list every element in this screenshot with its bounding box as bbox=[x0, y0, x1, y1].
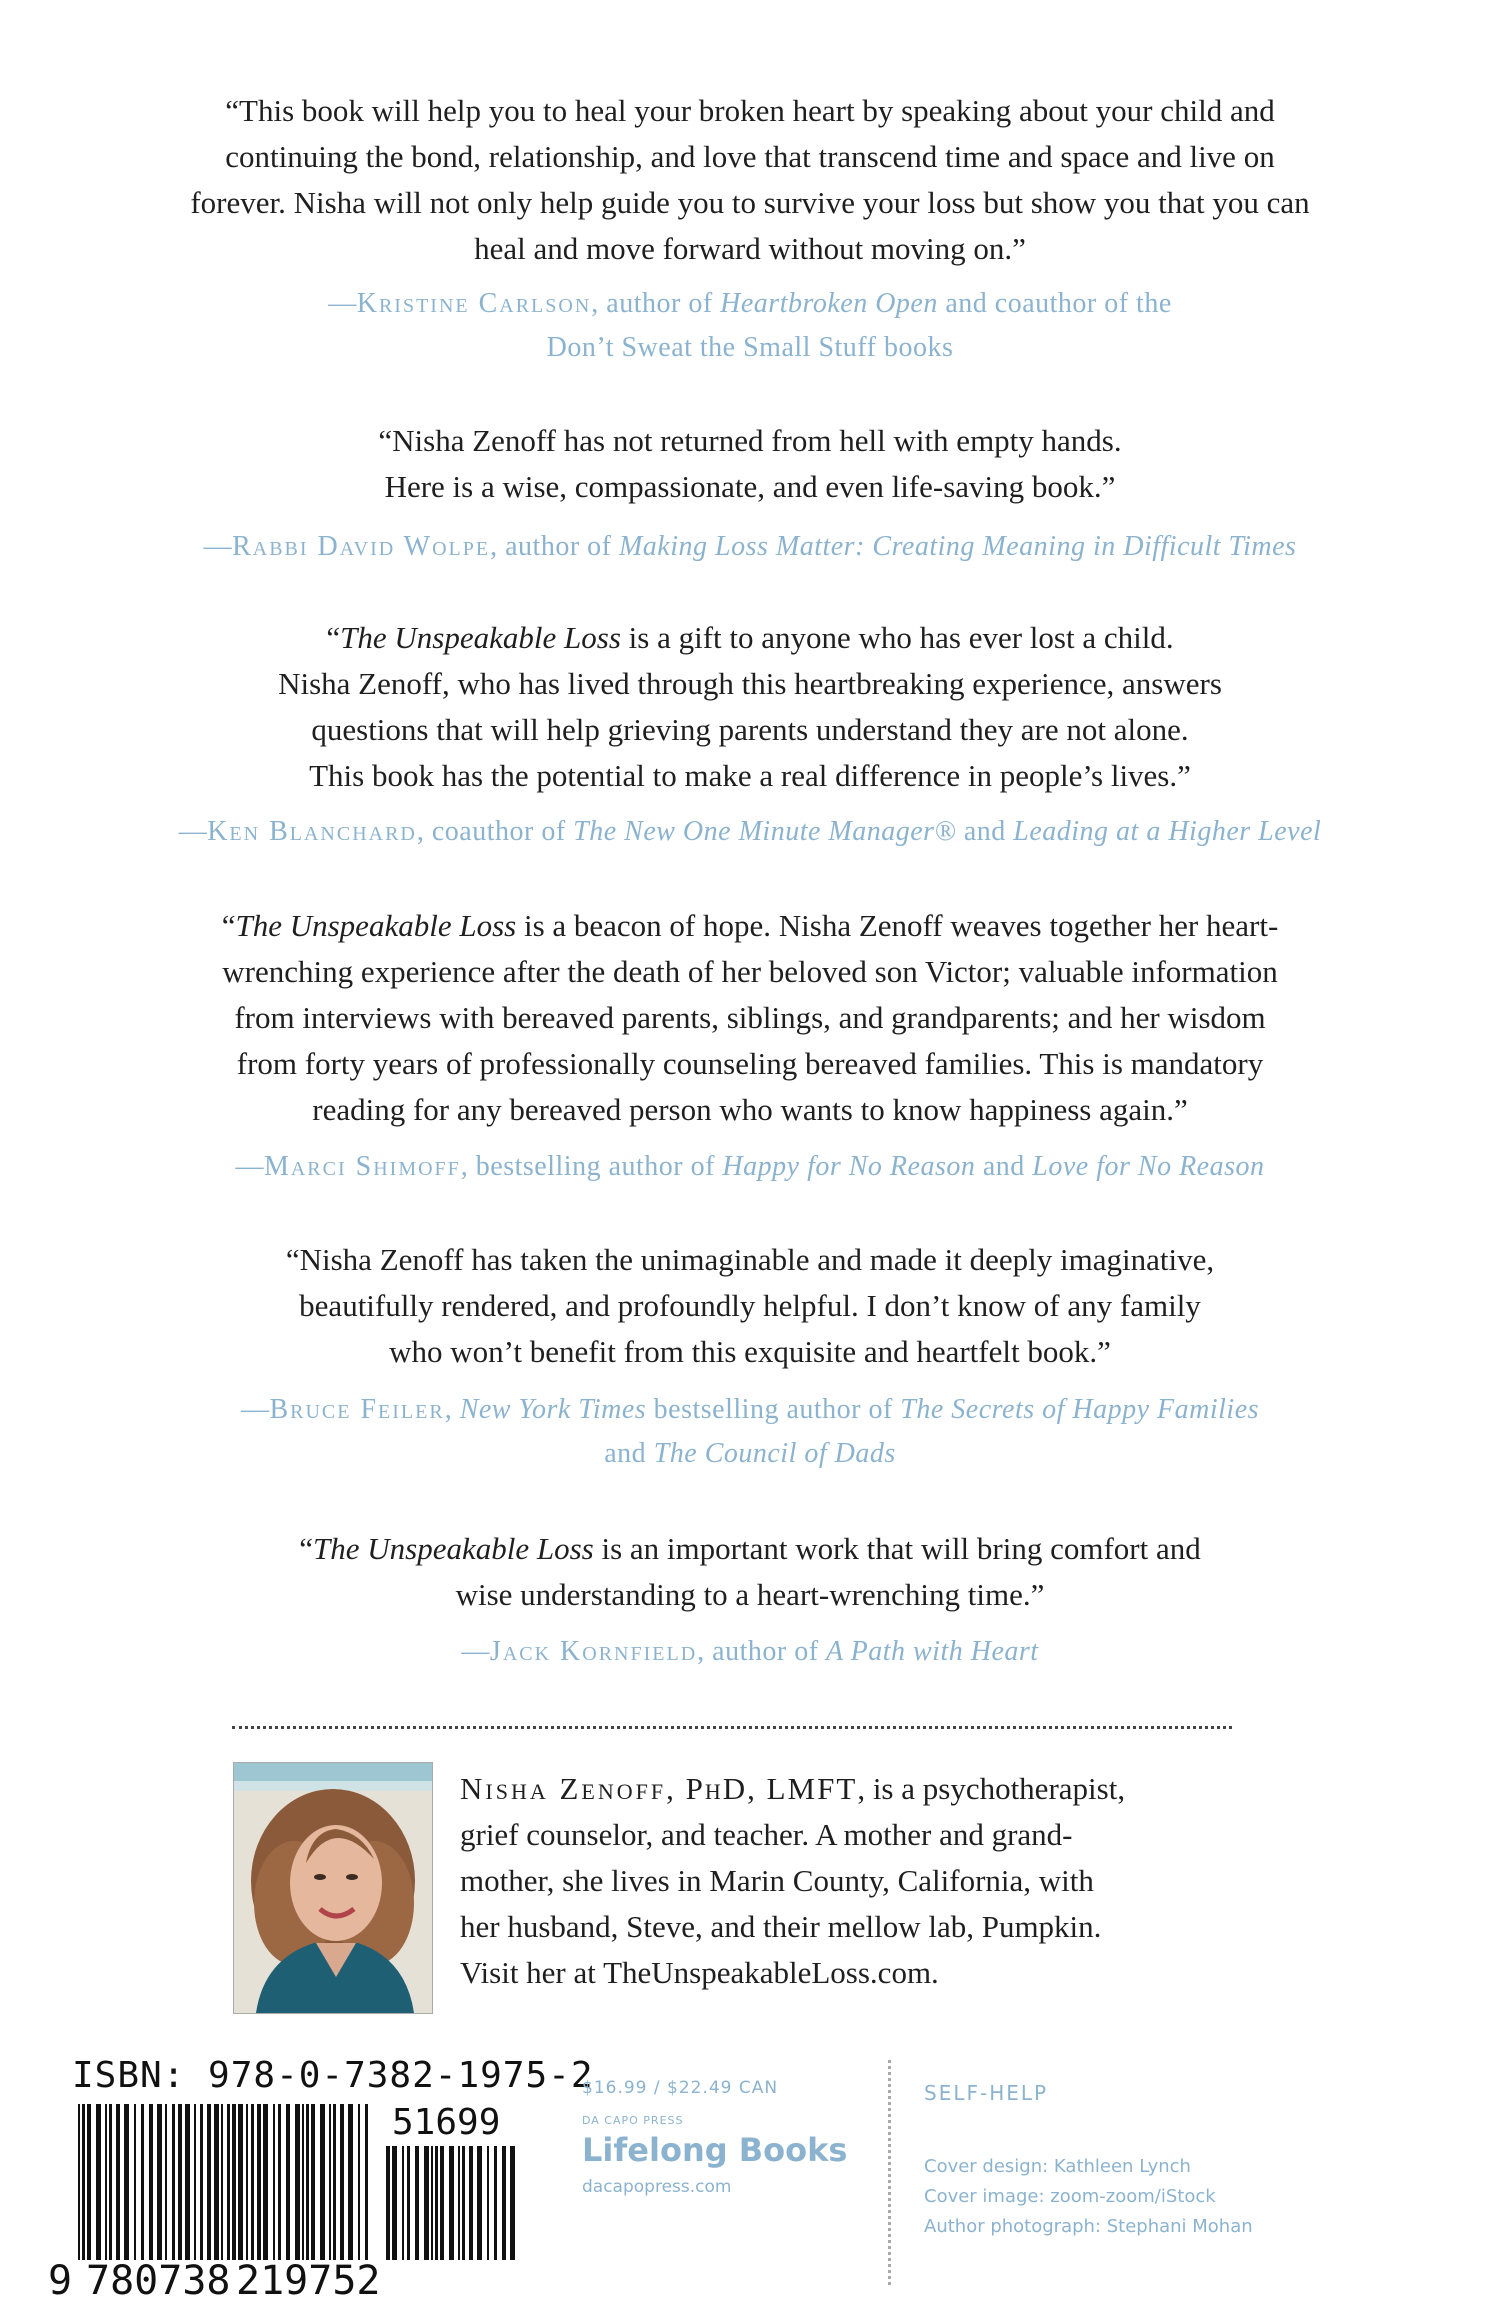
quote-line: “This book will help you to heal your broken heart by speaking about your child and bbox=[225, 93, 1275, 128]
barcode-bar bbox=[365, 2104, 368, 2260]
attribution-text: and bbox=[604, 1438, 654, 1469]
barcode-bar bbox=[273, 2104, 275, 2260]
barcode-bar bbox=[295, 2104, 300, 2260]
blurb-3-attribution bbox=[0, 810, 1500, 854]
blurb-4-quote: “The Unspeakable Loss is a beacon of hope. Nisha Zenoff weaves together her heart- wrenching experience after the death of her beloved son Victor; valuable information from interviews with bereaved parents, siblings, and grandparents; and her wisdom from forty years of professionally counseling bereaved families. This is mandatory reading for any bereaved person who wants to know happiness again.” bbox=[0, 903, 1500, 1133]
barcode-bar bbox=[185, 2104, 190, 2260]
quote-line: reading for any bereaved person who wants to know happiness again.” bbox=[312, 1092, 1188, 1127]
quote-line: “Nisha Zenoff has not returned from hell with empty hands. bbox=[378, 423, 1122, 458]
barcode-bar bbox=[510, 2146, 515, 2260]
barcode-bar bbox=[415, 2146, 419, 2260]
attribution-text: bestselling author of bbox=[646, 1394, 901, 1425]
author-name: Nisha Zenoff bbox=[460, 1771, 667, 1806]
barcode-bar bbox=[178, 2104, 182, 2260]
barcode-bar bbox=[302, 2104, 304, 2260]
barcode-bar bbox=[232, 2104, 236, 2260]
bio-line: Visit her at TheUnspeakableLoss.com. bbox=[460, 1955, 939, 1990]
bio-line: mother, she lives in Marin County, California, with bbox=[460, 1863, 1094, 1898]
cover-design-credit: Cover design: Kathleen Lynch bbox=[924, 2156, 1191, 2177]
barcode-bar bbox=[257, 2104, 261, 2260]
attribution-text: , bbox=[444, 1394, 460, 1425]
book-title: The Unspeakable Loss bbox=[235, 908, 517, 943]
quote-line: Nisha Zenoff, who has lived through this heartbreaking experience, answers bbox=[278, 666, 1222, 701]
barcode-bar bbox=[392, 2146, 397, 2260]
blurb-6-attribution bbox=[0, 1630, 1500, 1674]
blurb-3-quote: “The Unspeakable Loss is a gift to anyone who has ever lost a child. Nisha Zenoff, who has lived through this heartbreaking experience, answers questions that will help grieving parents understand they are not alone. This book has the potential to make a real difference in people’s lives.” bbox=[0, 615, 1500, 799]
attribution-work: Love for No Reason bbox=[1032, 1151, 1265, 1182]
isbn-label: ISBN: 978-0-7382-1975-2 bbox=[72, 2055, 594, 2096]
barcode-bar bbox=[431, 2146, 433, 2260]
bio-line: grief counselor, and teacher. A mother and grand- bbox=[460, 1817, 1073, 1852]
attribution-work: Making Loss Matter: Creating Meaning in Difficult Times bbox=[618, 531, 1297, 562]
dash: — bbox=[461, 1636, 490, 1667]
quote-line: Here is a wise, compassionate, and even life-saving book.” bbox=[384, 469, 1116, 504]
cover-image-credit: Cover image: zoom-zoom/iStock bbox=[924, 2186, 1216, 2207]
press-name: DA CAPO PRESS bbox=[582, 2114, 684, 2127]
barcode-bar bbox=[311, 2104, 315, 2260]
dash: — bbox=[240, 1394, 270, 1425]
quote-line: from forty years of professionally counseling bereaved families. This is mandatory bbox=[236, 1046, 1264, 1081]
barcode-bar bbox=[458, 2146, 460, 2260]
barcode-bar bbox=[105, 2104, 107, 2260]
barcode-bar bbox=[477, 2146, 482, 2260]
attribution-name: Kristine Carlson bbox=[356, 288, 592, 319]
credits-block bbox=[924, 2078, 1253, 2242]
blurb-5-attribution bbox=[0, 1388, 1500, 1476]
barcode-bar bbox=[157, 2104, 162, 2260]
barcode-bar bbox=[82, 2104, 85, 2260]
attribution-text: and coauthor of the bbox=[937, 288, 1172, 319]
attribution-name: Jack Kornfield bbox=[489, 1636, 698, 1667]
barcode-bar bbox=[263, 2104, 268, 2260]
barcode-bar bbox=[340, 2104, 344, 2260]
vertical-dotted-divider bbox=[888, 2060, 891, 2285]
barcode-bar bbox=[494, 2146, 497, 2260]
quote-line: questions that will help grieving parents understand they are not alone. bbox=[311, 712, 1189, 747]
book-title: The Unspeakable Loss bbox=[313, 1531, 594, 1566]
attribution-work: The Council of Dads bbox=[653, 1438, 896, 1469]
blurb-2-quote bbox=[0, 418, 1500, 510]
barcode-bar bbox=[402, 2146, 404, 2260]
blurb-1-attribution bbox=[0, 282, 1500, 370]
barcode-bar bbox=[149, 2104, 153, 2260]
dash: — bbox=[203, 531, 233, 562]
attribution-text: , bestselling author of bbox=[460, 1151, 723, 1182]
quote-line: continuing the bond, relationship, and love that transcend time and space and live on bbox=[225, 139, 1275, 174]
barcode-bar bbox=[348, 2104, 353, 2260]
barcode-bar bbox=[435, 2146, 438, 2260]
publisher-block bbox=[582, 2078, 872, 2197]
barcode-bar bbox=[440, 2146, 444, 2260]
barcode-bar bbox=[469, 2146, 473, 2260]
quote-text: is a beacon of hope. Nisha Zenoff weaves together her heart- bbox=[516, 908, 1279, 943]
barcode-bar bbox=[386, 2146, 390, 2260]
barcode-digits-group2: 219752 bbox=[236, 2258, 381, 2298]
attribution-work: Leading at a Higher Level bbox=[1013, 816, 1322, 847]
author-photo-credit: Author photograph: Stephani Mohan bbox=[924, 2216, 1253, 2237]
attribution-work: The Secrets of Happy Families bbox=[900, 1394, 1260, 1425]
attribution-text: , coauthor of bbox=[416, 816, 574, 847]
barcode-bar bbox=[207, 2104, 211, 2260]
barcode-bar bbox=[238, 2104, 243, 2260]
barcode-digits-group1: 780738 bbox=[86, 2258, 231, 2298]
quote-line: This book has the potential to make a real difference in people’s lives.” bbox=[309, 758, 1191, 793]
barcode-bar bbox=[78, 2104, 80, 2260]
price: $16.99 / $22.49 CAN bbox=[582, 2078, 779, 2098]
attribution-work: Happy for No Reason bbox=[722, 1151, 976, 1182]
imprint-logo: Lifelong Books bbox=[582, 2131, 848, 2169]
attribution-text: and bbox=[956, 816, 1014, 847]
blurb-5-quote bbox=[0, 1237, 1500, 1375]
dash: — bbox=[328, 288, 357, 319]
barcode-bar bbox=[502, 2146, 506, 2260]
barcode-bar bbox=[116, 2104, 120, 2260]
barcode-bar bbox=[278, 2104, 281, 2260]
category-label: SELF-HELP bbox=[924, 2081, 1049, 2105]
blurb-1-quote bbox=[0, 88, 1500, 272]
barcode-bar bbox=[165, 2104, 167, 2260]
quote-line: “Nisha Zenoff has taken the unimaginable and made it deeply imaginative, bbox=[285, 1242, 1215, 1277]
bio-line: , is a psychotherapist, bbox=[857, 1771, 1126, 1806]
quote-line: who won’t benefit from this exquisite and heartfelt book.” bbox=[389, 1334, 1111, 1369]
book-title: The Unspeakable Loss bbox=[340, 620, 621, 655]
barcode-bar bbox=[246, 2104, 248, 2260]
blurb-4-attribution bbox=[0, 1145, 1500, 1189]
attribution-name: Bruce Feiler bbox=[269, 1394, 445, 1425]
barcode-bar bbox=[358, 2104, 360, 2260]
attribution-work: Heartbroken Open bbox=[720, 288, 938, 319]
bio-line: her husband, Steve, and their mellow lab, Pumpkin. bbox=[460, 1909, 1102, 1944]
barcode-bar bbox=[172, 2104, 175, 2260]
barcode-digit-lead: 9 bbox=[48, 2258, 73, 2298]
barcode-bar bbox=[333, 2104, 336, 2260]
attribution-text: , author of bbox=[490, 531, 619, 562]
barcode-bar bbox=[286, 2104, 290, 2260]
barcode-bar bbox=[214, 2104, 219, 2260]
barcode-bar bbox=[124, 2104, 129, 2260]
barcode-bar bbox=[251, 2104, 254, 2260]
barcode-bar bbox=[96, 2104, 101, 2260]
quote-line: forever. Nisha will not only help guide you to survive your loss but show you that you can bbox=[190, 185, 1310, 220]
barcode-bar bbox=[449, 2146, 454, 2260]
barcode-bar bbox=[487, 2146, 489, 2260]
attribution-name: Rabbi David Wolpe bbox=[232, 531, 491, 562]
attribution-name: Ken Blanchard bbox=[207, 816, 417, 847]
quote-line: heal and move forward without moving on.” bbox=[474, 231, 1026, 266]
attribution-text: Don’t Sweat the Small Stuff books bbox=[546, 332, 954, 363]
blurb-2-attribution bbox=[0, 525, 1500, 569]
barcode-bar bbox=[424, 2146, 429, 2260]
barcode-bar bbox=[87, 2104, 91, 2260]
quote-text: is a gift to anyone who has ever lost a child. bbox=[620, 620, 1174, 655]
barcode-bar bbox=[320, 2104, 325, 2260]
publisher-website: dacapopress.com bbox=[582, 2177, 732, 2197]
attribution-work: New York Times bbox=[459, 1394, 647, 1425]
barcode-bar bbox=[109, 2104, 112, 2260]
barcode-bar bbox=[407, 2146, 410, 2260]
author-bio bbox=[460, 1766, 1280, 1996]
barcode-bar bbox=[200, 2104, 203, 2260]
quote-line: beautifully rendered, and profoundly helpful. I don’t know of any family bbox=[299, 1288, 1201, 1323]
isbn-barcode bbox=[46, 2098, 546, 2298]
quote-line: from interviews with bereaved parents, siblings, and grandparents; and her wisdom bbox=[234, 1000, 1266, 1035]
quote-line: wise understanding to a heart-wrenching time.” bbox=[455, 1577, 1045, 1612]
attribution-name: Marci Shimoff bbox=[263, 1151, 461, 1182]
attribution-work: The New One Minute Manager® bbox=[573, 816, 957, 847]
barcode-bar bbox=[306, 2104, 309, 2260]
barcode-bar bbox=[329, 2104, 331, 2260]
attribution-text: and bbox=[975, 1151, 1033, 1182]
barcode-bar bbox=[141, 2104, 144, 2260]
quote-text: is an important work that will bring comfort and bbox=[593, 1531, 1201, 1566]
price-code: 51699 bbox=[392, 2102, 501, 2143]
blurb-6-quote: “The Unspeakable Loss is an important work that will bring comfort and wise understanding to a heart-wrenching time.” bbox=[0, 1526, 1500, 1618]
author-photo bbox=[233, 1762, 433, 2014]
author-portrait-image bbox=[234, 1763, 432, 2013]
barcode-bar bbox=[227, 2104, 230, 2260]
attribution-work: A Path with Heart bbox=[826, 1636, 1039, 1667]
barcode-bar bbox=[462, 2146, 465, 2260]
barcode-bar bbox=[134, 2104, 136, 2260]
barcode-bar bbox=[221, 2104, 223, 2260]
quote-line: wrenching experience after the death of her beloved son Victor; valuable information bbox=[222, 954, 1278, 989]
dotted-divider bbox=[232, 1726, 1232, 1729]
dash: — bbox=[178, 816, 208, 847]
attribution-text: , author of bbox=[697, 1636, 827, 1667]
dash: — bbox=[235, 1151, 264, 1182]
attribution-text: , author of bbox=[591, 288, 721, 319]
author-credentials: , PhD, LMFT bbox=[666, 1771, 858, 1806]
barcode-bar bbox=[194, 2104, 196, 2260]
